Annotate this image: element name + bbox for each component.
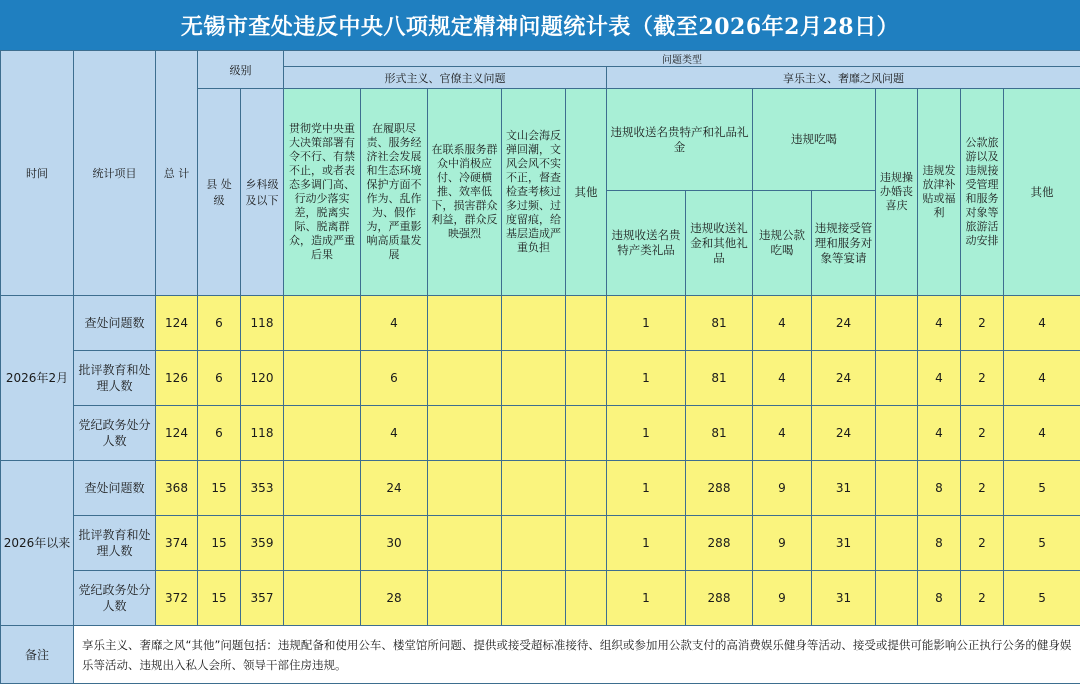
- f2-cell: 30: [361, 516, 428, 571]
- gift-a-cell: 1: [607, 296, 686, 351]
- township-cell: 353: [241, 461, 284, 516]
- dining-b-cell: 31: [812, 461, 876, 516]
- table-header: [1, 51, 1080, 296]
- dining-a-cell: 4: [753, 296, 812, 351]
- col-dining: 违规吃喝: [753, 89, 876, 191]
- col-hedonism: 享乐主义、奢靡之风问题: [607, 67, 1080, 89]
- f4-cell: [502, 571, 566, 626]
- f3-cell: [428, 571, 502, 626]
- allowance-cell: 4: [918, 406, 961, 461]
- period-label: 2026年以来: [1, 461, 74, 626]
- township-cell: 359: [241, 516, 284, 571]
- f2-cell: 4: [361, 296, 428, 351]
- travel-cell: 2: [961, 461, 1004, 516]
- f3-cell: [428, 296, 502, 351]
- total-cell: 124: [156, 296, 198, 351]
- row-item-label: 批评教育和处理人数: [74, 516, 156, 571]
- col-allowance: 违规发放津补贴或福利: [918, 89, 961, 296]
- row-item-label: 批评教育和处理人数: [74, 351, 156, 406]
- dining-b-cell: 31: [812, 571, 876, 626]
- dining-a-cell: 4: [753, 406, 812, 461]
- f4-cell: [502, 461, 566, 516]
- wedding-cell: [876, 461, 918, 516]
- f1-cell: [284, 461, 361, 516]
- table-row: [1, 351, 1080, 406]
- wedding-cell: [876, 351, 918, 406]
- f-other-cell: [566, 516, 607, 571]
- row-item-label: 查处问题数: [74, 461, 156, 516]
- f1-cell: [284, 406, 361, 461]
- dining-b-cell: 24: [812, 406, 876, 461]
- h-other-cell: 5: [1004, 571, 1080, 626]
- travel-cell: 2: [961, 516, 1004, 571]
- col-h-other: 其他: [1004, 89, 1080, 296]
- col-dining-a: 违规公款吃喝: [753, 191, 812, 296]
- township-cell: 118: [241, 406, 284, 461]
- h-other-cell: 4: [1004, 296, 1080, 351]
- col-gift-b: 违规收送礼金和其他礼品: [686, 191, 753, 296]
- county-cell: 15: [198, 461, 241, 516]
- col-f4: 文山会海反弹回潮，文风会风不实不正，督查检查考核过多过频、过度留痕，给基层造成严重负担: [502, 89, 566, 296]
- table-row: [1, 296, 1080, 351]
- f4-cell: [502, 296, 566, 351]
- dining-a-cell: 9: [753, 461, 812, 516]
- f3-cell: [428, 406, 502, 461]
- travel-cell: 2: [961, 571, 1004, 626]
- page-title: 无锡市查处违反中央八项规定精神问题统计表（截至2026年2月28日）: [0, 0, 1080, 50]
- township-cell: 357: [241, 571, 284, 626]
- wedding-cell: [876, 571, 918, 626]
- col-f2: 在履职尽责、服务经济社会发展和生态环境保护方面不作为、乱作为、假作为，严重影响高质量发展: [361, 89, 428, 296]
- f3-cell: [428, 516, 502, 571]
- col-total: 总 计: [156, 51, 198, 296]
- col-formalism: 形式主义、官僚主义问题: [284, 67, 607, 89]
- dining-a-cell: 4: [753, 351, 812, 406]
- f1-cell: [284, 351, 361, 406]
- note-label: 备注: [1, 626, 74, 684]
- allowance-cell: 8: [918, 461, 961, 516]
- county-cell: 15: [198, 571, 241, 626]
- township-cell: 120: [241, 351, 284, 406]
- row-item-label: 党纪政务处分人数: [74, 571, 156, 626]
- county-cell: 6: [198, 296, 241, 351]
- total-cell: 374: [156, 516, 198, 571]
- gift-b-cell: 81: [686, 406, 753, 461]
- dining-b-cell: 24: [812, 296, 876, 351]
- table-footer: [1, 626, 1080, 684]
- f2-cell: 4: [361, 406, 428, 461]
- h-other-cell: 5: [1004, 461, 1080, 516]
- travel-cell: 2: [961, 351, 1004, 406]
- total-cell: 126: [156, 351, 198, 406]
- col-gift-a: 违规收送名贵特产类礼品: [607, 191, 686, 296]
- col-travel: 公款旅游以及违规接受管理和服务对象等旅游活动安排: [961, 89, 1004, 296]
- dining-a-cell: 9: [753, 571, 812, 626]
- col-f3: 在联系服务群众中消极应付、冷硬横推、效率低下，损害群众利益，群众反映强烈: [428, 89, 502, 296]
- travel-cell: 2: [961, 406, 1004, 461]
- gift-a-cell: 1: [607, 406, 686, 461]
- dining-b-cell: 31: [812, 516, 876, 571]
- col-dining-b: 违规接受管理和服务对象等宴请: [812, 191, 876, 296]
- col-f1: 贯彻党中央重大决策部署有令不行、有禁不止，或者表态多调门高、行动少落实差，脱离实际、脱离群众，造成严重后果: [284, 89, 361, 296]
- h-other-cell: 4: [1004, 351, 1080, 406]
- row-item-label: 党纪政务处分人数: [74, 406, 156, 461]
- h-other-cell: 4: [1004, 406, 1080, 461]
- col-level: 级别: [198, 51, 284, 89]
- county-cell: 6: [198, 351, 241, 406]
- f2-cell: 24: [361, 461, 428, 516]
- f1-cell: [284, 571, 361, 626]
- stats-table: [0, 50, 1080, 684]
- travel-cell: 2: [961, 296, 1004, 351]
- col-county: 县 处 级: [198, 89, 241, 296]
- gift-b-cell: 81: [686, 351, 753, 406]
- county-cell: 6: [198, 406, 241, 461]
- col-f-other: 其他: [566, 89, 607, 296]
- f4-cell: [502, 406, 566, 461]
- table-row: [1, 406, 1080, 461]
- table-body: [1, 296, 1080, 626]
- col-gift: 违规收送名贵特产和礼品礼金: [607, 89, 753, 191]
- gift-b-cell: 288: [686, 461, 753, 516]
- allowance-cell: 8: [918, 516, 961, 571]
- gift-b-cell: 81: [686, 296, 753, 351]
- col-problem-type: 问题类型: [284, 51, 1080, 67]
- f-other-cell: [566, 351, 607, 406]
- gift-a-cell: 1: [607, 351, 686, 406]
- dining-a-cell: 9: [753, 516, 812, 571]
- f2-cell: 28: [361, 571, 428, 626]
- county-cell: 15: [198, 516, 241, 571]
- row-item-label: 查处问题数: [74, 296, 156, 351]
- gift-a-cell: 1: [607, 461, 686, 516]
- note-text: 享乐主义、奢靡之风“其他”问题包括：违规配备和使用公车、楼堂馆所问题、提供或接受超标准接待、组织或参加用公款支付的高消费娱乐健身等活动、接受或提供可能影响公正执行公务的健身娱乐等活动、违规出入私人会所、领导干部住房违规。: [74, 626, 1080, 684]
- allowance-cell: 4: [918, 351, 961, 406]
- wedding-cell: [876, 296, 918, 351]
- gift-b-cell: 288: [686, 516, 753, 571]
- period-label: 2026年2月: [1, 296, 74, 461]
- table-row: [1, 571, 1080, 626]
- allowance-cell: 4: [918, 296, 961, 351]
- gift-a-cell: 1: [607, 516, 686, 571]
- wedding-cell: [876, 516, 918, 571]
- f2-cell: 6: [361, 351, 428, 406]
- f-other-cell: [566, 461, 607, 516]
- gift-b-cell: 288: [686, 571, 753, 626]
- f-other-cell: [566, 571, 607, 626]
- table-row: [1, 516, 1080, 571]
- gift-a-cell: 1: [607, 571, 686, 626]
- total-cell: 372: [156, 571, 198, 626]
- col-township: 乡科级及以下: [241, 89, 284, 296]
- f3-cell: [428, 461, 502, 516]
- table-row: [1, 461, 1080, 516]
- f-other-cell: [566, 296, 607, 351]
- total-cell: 124: [156, 406, 198, 461]
- township-cell: 118: [241, 296, 284, 351]
- f1-cell: [284, 516, 361, 571]
- wedding-cell: [876, 406, 918, 461]
- col-time: 时间: [1, 51, 74, 296]
- f3-cell: [428, 351, 502, 406]
- f4-cell: [502, 351, 566, 406]
- col-wedding: 违规操办婚丧喜庆: [876, 89, 918, 296]
- f-other-cell: [566, 406, 607, 461]
- h-other-cell: 5: [1004, 516, 1080, 571]
- f1-cell: [284, 296, 361, 351]
- f4-cell: [502, 516, 566, 571]
- dining-b-cell: 24: [812, 351, 876, 406]
- allowance-cell: 8: [918, 571, 961, 626]
- col-item: 统计项目: [74, 51, 156, 296]
- total-cell: 368: [156, 461, 198, 516]
